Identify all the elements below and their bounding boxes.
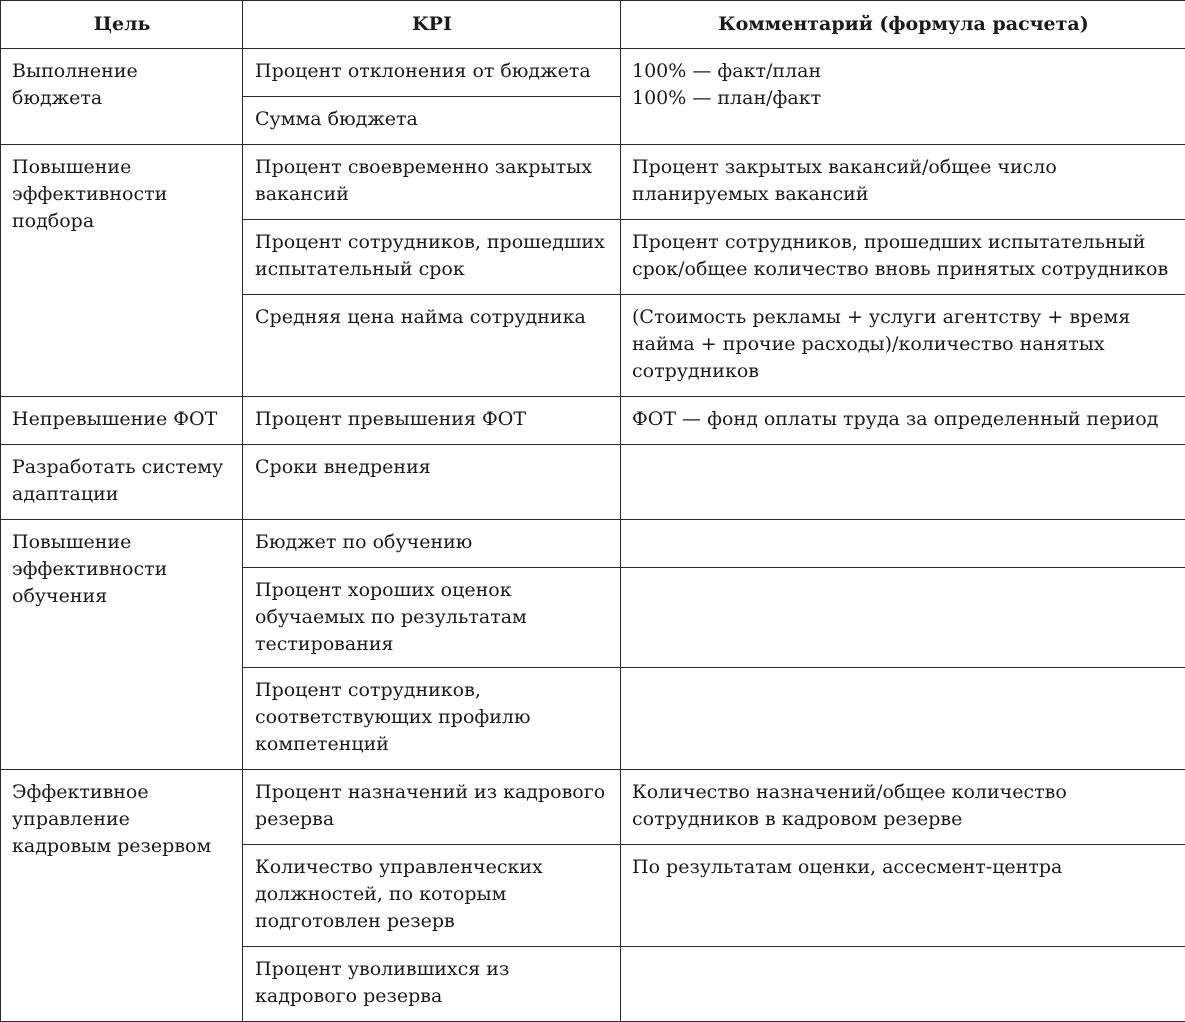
table-row: [1, 520, 1185, 568]
table-row: [1, 145, 1185, 220]
kpi-cell: Процент уволившихся из кадрового резерва: [243, 947, 621, 1022]
kpi-cell: Процент отклонения от бюджета: [243, 49, 621, 97]
kpi-cell: Процент превышения ФОТ: [243, 397, 621, 445]
kpi-cell: Процент сотрудников, соответствующих профилю компетенций: [243, 668, 621, 770]
goal-cell: Выполнение бюджета: [1, 49, 243, 145]
table-row: [1, 770, 1185, 845]
comment-cell: [621, 49, 1185, 145]
kpi-cell: Процент назначений из кадрового резерва: [243, 770, 621, 845]
table-row: [1, 49, 1185, 97]
comment-cell: Процент закрытых вакансий/общее число планируемых вакансий: [621, 145, 1185, 220]
comment-cell: [621, 445, 1185, 520]
comment-cell: [621, 520, 1185, 568]
comment-cell: (Стоимость рекламы + услуги агентству + время найма + прочие расходы)/количество нанятых сотрудников: [621, 295, 1185, 397]
table-row: [1, 397, 1185, 445]
comment-cell: [621, 947, 1185, 1022]
comment-cell: По результатам оценки, ассесмент-центра: [621, 845, 1185, 947]
goal-cell: Разработать систему адаптации: [1, 445, 243, 520]
header-kpi: KPI: [243, 1, 621, 49]
goal-cell: Повышение эффективности подбора: [1, 145, 243, 397]
comment-cell: Количество назначений/общее количество сотрудников в кадровом резерве: [621, 770, 1185, 845]
comment-cell: Процент сотрудников, прошедших испытательный срок/общее количество вновь принятых сотрудников: [621, 220, 1185, 295]
kpi-cell: Сроки внедрения: [243, 445, 621, 520]
header-row: [1, 1, 1185, 49]
kpi-cell: Процент хороших оценок обучаемых по результатам тестирования: [243, 568, 621, 668]
comment-line: 100% — план/факт: [632, 85, 1179, 112]
comment-cell: ФОТ — фонд оплаты труда за определенный период: [621, 397, 1185, 445]
header-comment: Комментарий (формула расчета): [621, 1, 1185, 49]
kpi-cell: Процент сотрудников, прошедших испытательный срок: [243, 220, 621, 295]
goal-cell: Повышение эффективности обучения: [1, 520, 243, 770]
comment-cell: [621, 568, 1185, 668]
kpi-cell: Средняя цена найма сотрудника: [243, 295, 621, 397]
kpi-cell: Бюджет по обучению: [243, 520, 621, 568]
comment-line: 100% — факт/план: [632, 58, 1179, 85]
kpi-cell: Количество управленческих должностей, по которым подготовлен резерв: [243, 845, 621, 947]
table-row: [1, 445, 1185, 520]
kpi-cell: Сумма бюджета: [243, 97, 621, 145]
comment-cell: [621, 668, 1185, 770]
header-goal: Цель: [1, 1, 243, 49]
kpi-cell: Процент своевременно закрытых вакансий: [243, 145, 621, 220]
goal-cell: Эффективное управление кадровым резервом: [1, 770, 243, 1022]
goal-cell: Непревышение ФОТ: [1, 397, 243, 445]
